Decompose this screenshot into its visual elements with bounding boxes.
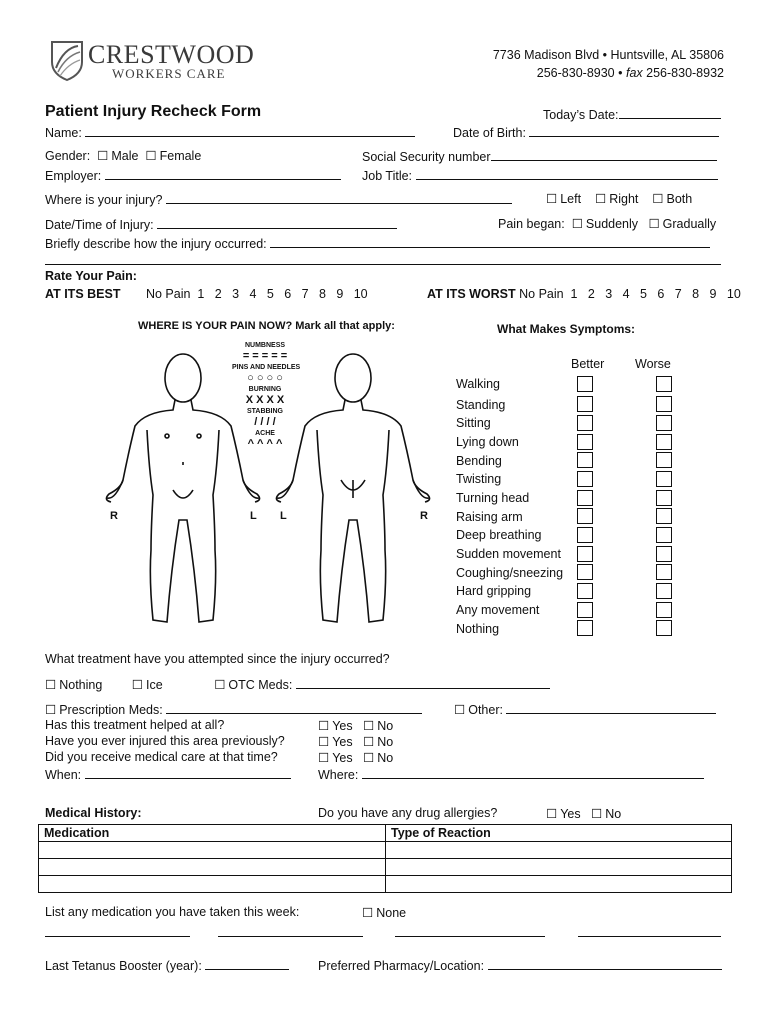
legend-numbness-symbol: = = = = = <box>242 350 288 362</box>
pain-began-row <box>498 216 716 231</box>
reaction-cell[interactable] <box>386 876 732 893</box>
better-checkbox[interactable] <box>577 434 593 450</box>
describe-row <box>45 235 710 251</box>
treatment-options-row <box>45 676 550 692</box>
fax: 256-830-8932 <box>646 66 724 80</box>
symptom-label: Sudden movement <box>456 547 561 561</box>
address-line: 7736 Madison Blvd • Huntsville, AL 35806 <box>492 48 724 62</box>
symptom-label: Lying down <box>456 435 519 449</box>
tetanus-row <box>45 957 289 973</box>
job-title-label: Job Title: <box>362 169 413 183</box>
legend-numbness: NUMBNESS <box>244 342 286 349</box>
ssn-label: Social Security number <box>362 150 491 164</box>
otc-field[interactable] <box>296 676 550 689</box>
legend-pins: PINS AND NEEDLES <box>232 364 301 371</box>
worse-checkbox[interactable] <box>656 396 672 412</box>
where-field[interactable] <box>362 766 704 779</box>
medical-care-no-checkbox[interactable]: ☐ No <box>363 751 393 765</box>
where-row <box>318 766 704 782</box>
reaction-cell[interactable] <box>386 859 732 876</box>
logo-subtitle: WORKERS CARE <box>112 66 226 81</box>
legend-pins-symbol: ○ ○ ○ ○ <box>247 372 283 384</box>
symptom-label: Sitting <box>456 416 491 430</box>
form-title: Patient Injury Recheck Form <box>45 103 262 120</box>
medication-column-header: Medication <box>39 825 386 842</box>
tetanus-field[interactable] <box>205 957 289 970</box>
worse-checkbox[interactable] <box>656 490 672 506</box>
injury-location-field[interactable] <box>166 191 512 204</box>
better-checkbox[interactable] <box>577 471 593 487</box>
injured-before-options <box>318 734 393 749</box>
front-body-icon <box>106 354 259 622</box>
week-medication-field[interactable] <box>218 924 363 937</box>
pain-best-row <box>45 287 368 301</box>
ssn-row <box>362 148 717 164</box>
other-field[interactable] <box>506 701 716 714</box>
medication-table <box>38 824 732 893</box>
symptom-label: Deep breathing <box>456 528 542 542</box>
side-right-checkbox[interactable]: ☐ Right <box>595 192 638 206</box>
dob-row <box>453 124 719 140</box>
worse-checkbox[interactable] <box>656 583 672 599</box>
worse-checkbox[interactable] <box>656 471 672 487</box>
better-checkbox[interactable] <box>577 583 593 599</box>
allergies-label: Do you have any drug allergies? <box>318 806 498 820</box>
table-row <box>39 859 732 876</box>
pain-gradually-checkbox[interactable]: ☐ Gradually <box>648 217 716 231</box>
legend-burning: BURNING <box>248 386 282 393</box>
todays-date-field[interactable] <box>619 106 721 119</box>
symptom-label: Standing <box>456 398 506 412</box>
prescription-field[interactable] <box>166 701 422 714</box>
injury-datetime-field[interactable] <box>157 216 397 229</box>
medical-care-label: Did you receive medical care at that time? <box>45 750 278 764</box>
injured-before-no-checkbox[interactable]: ☐ No <box>363 735 393 749</box>
worse-checkbox[interactable] <box>656 434 672 450</box>
todays-date-label: Today’s Date: <box>543 108 619 122</box>
ssn-field[interactable] <box>491 148 717 161</box>
better-checkbox[interactable] <box>577 527 593 543</box>
injury-datetime-label: Date/Time of Injury: <box>45 218 154 232</box>
dob-label: Date of Birth: <box>453 126 526 140</box>
pharmacy-row <box>318 957 722 973</box>
better-checkbox[interactable] <box>577 376 593 392</box>
worse-checkbox[interactable] <box>656 546 672 562</box>
front-left-label: L <box>250 510 257 522</box>
back-left-label: L <box>280 510 287 522</box>
pain-best-scale[interactable]: No Pain 1 2 3 4 5 6 7 8 9 10 <box>145 287 368 301</box>
better-checkbox[interactable] <box>577 564 593 580</box>
symptom-label: Hard gripping <box>456 584 532 598</box>
injury-location-label: Where is your injury? <box>45 193 163 207</box>
rate-pain-heading: Rate Your Pain: <box>45 269 137 283</box>
pain-worst-scale[interactable]: No Pain 1 2 3 4 5 6 7 8 9 10 <box>519 287 741 301</box>
injury-datetime-row <box>45 216 397 232</box>
treatment-prescription-checkbox[interactable]: ☐ Prescription Meds: <box>45 703 163 717</box>
treatment-question: What treatment have you attempted since the injury occurred? <box>45 652 390 666</box>
worse-checkbox[interactable] <box>656 452 672 468</box>
symptom-label: Turning head <box>456 491 530 505</box>
prescription-row <box>45 701 422 717</box>
describe-field[interactable] <box>270 235 710 248</box>
better-checkbox[interactable] <box>577 415 593 431</box>
week-medication-label: List any medication you have taken this week: <box>45 905 300 919</box>
medication-cell[interactable] <box>39 859 386 876</box>
describe-label: Briefly describe how the injury occurred: <box>45 237 267 251</box>
worse-column-header: Worse <box>635 357 671 371</box>
worse-checkbox[interactable] <box>656 508 672 524</box>
medical-care-options <box>318 750 393 765</box>
worse-checkbox[interactable] <box>656 564 672 580</box>
allergies-yes-checkbox[interactable]: ☐ Yes <box>546 807 581 821</box>
side-row <box>546 191 692 206</box>
helped-no-checkbox[interactable]: ☐ No <box>363 719 393 733</box>
helped-options <box>318 718 393 733</box>
back-body-icon <box>276 354 429 622</box>
symptom-label: Nothing <box>456 622 500 636</box>
better-checkbox[interactable] <box>577 452 593 468</box>
gender-row <box>45 148 201 163</box>
body-diagram[interactable] <box>95 330 440 630</box>
worse-checkbox[interactable] <box>656 376 672 392</box>
medical-care-yes-checkbox[interactable]: ☐ Yes <box>318 751 353 765</box>
treatment-other-checkbox[interactable]: ☐ Other: <box>454 703 503 717</box>
legend-stabbing: STABBING <box>246 408 284 415</box>
medication-cell[interactable] <box>39 876 386 893</box>
name-label: Name: <box>45 126 82 140</box>
pain-best-label: AT ITS BEST <box>45 287 121 301</box>
front-right-label: R <box>110 510 118 522</box>
gender-label: Gender: <box>45 149 91 163</box>
treatment-ice-checkbox[interactable]: ☐ Ice <box>132 678 163 692</box>
better-column-header: Better <box>571 357 605 371</box>
allergies-no-checkbox[interactable]: ☐ No <box>591 807 621 821</box>
worse-checkbox[interactable] <box>656 527 672 543</box>
legend-ache-symbol: ^ ^ ^ ^ <box>247 438 283 450</box>
pain-began-label: Pain began: <box>498 217 565 231</box>
fax-label: fax <box>625 66 643 80</box>
reaction-column-header: Type of Reaction <box>386 825 732 842</box>
week-medication-field[interactable] <box>45 924 190 937</box>
phone-fax-line <box>537 66 724 80</box>
better-checkbox[interactable] <box>577 396 593 412</box>
legend-burning-symbol: X X X X <box>245 394 285 406</box>
pain-worst-row <box>427 287 741 301</box>
when-field[interactable] <box>85 766 291 779</box>
name-field[interactable] <box>85 124 415 137</box>
job-title-row <box>362 167 718 183</box>
other-row <box>454 701 716 717</box>
symptom-label: Any movement <box>456 603 540 617</box>
treatment-nothing-checkbox[interactable]: ☐ Nothing <box>45 678 102 692</box>
allergies-options <box>546 806 621 821</box>
week-medication-field[interactable] <box>395 924 545 937</box>
name-row <box>45 124 415 140</box>
describe-field-line-2[interactable] <box>45 252 721 265</box>
dob-field[interactable] <box>529 124 719 137</box>
symptom-label: Coughing/sneezing <box>456 566 564 580</box>
job-title-field[interactable] <box>416 167 718 180</box>
employer-row <box>45 167 341 183</box>
symptom-label: Twisting <box>456 472 502 486</box>
table-header-row <box>39 825 732 842</box>
better-checkbox[interactable] <box>577 490 593 506</box>
logo-name: CRESTWOOD <box>88 40 255 69</box>
side-both-checkbox[interactable]: ☐ Both <box>652 192 692 206</box>
back-right-label: R <box>420 510 428 522</box>
phone: 256-830-8930 • <box>536 66 623 80</box>
week-medication-none-checkbox[interactable]: ☐ None <box>362 905 406 920</box>
todays-date <box>543 106 721 122</box>
injured-before-label: Have you ever injured this area previously? <box>45 734 285 748</box>
table-row <box>39 876 732 893</box>
pharmacy-field[interactable] <box>488 957 722 970</box>
where-label: Where: <box>318 768 359 782</box>
symptom-label: Walking <box>456 377 500 391</box>
legend-ache: ACHE <box>255 430 275 437</box>
symptom-label: Raising arm <box>456 510 523 524</box>
better-checkbox[interactable] <box>577 546 593 562</box>
when-label: When: <box>45 768 82 782</box>
pain-worst-label: AT ITS WORST <box>427 287 516 301</box>
tetanus-label: Last Tetanus Booster (year): <box>45 959 202 973</box>
helped-label: Has this treatment helped at all? <box>45 718 225 732</box>
table-row <box>39 842 732 859</box>
gender-female-checkbox[interactable]: ☐ Female <box>145 149 201 163</box>
treatment-otc-checkbox[interactable]: ☐ OTC Meds: <box>214 678 292 692</box>
side-left-checkbox[interactable]: ☐ Left <box>546 192 581 206</box>
better-checkbox[interactable] <box>577 602 593 618</box>
logo-emblem-icon <box>48 38 86 82</box>
helped-yes-checkbox[interactable]: ☐ Yes <box>318 719 353 733</box>
reaction-cell[interactable] <box>386 842 732 859</box>
symptom-label: Bending <box>456 454 502 468</box>
gender-male-checkbox[interactable]: ☐ Male <box>97 149 138 163</box>
injured-before-yes-checkbox[interactable]: ☐ Yes <box>318 735 353 749</box>
legend-stabbing-symbol: / / / / <box>254 416 276 428</box>
better-checkbox[interactable] <box>577 508 593 524</box>
pain-diagram-heading: WHERE IS YOUR PAIN NOW? Mark all that apply: <box>138 320 395 332</box>
employer-field[interactable] <box>105 167 341 180</box>
injury-location-row <box>45 191 512 207</box>
medical-history-heading: Medical History: <box>45 806 142 820</box>
worse-checkbox[interactable] <box>656 602 672 618</box>
week-medication-field[interactable] <box>578 924 721 937</box>
pharmacy-label: Preferred Pharmacy/Location: <box>318 959 485 973</box>
medication-cell[interactable] <box>39 842 386 859</box>
worse-checkbox[interactable] <box>656 620 672 636</box>
employer-label: Employer: <box>45 169 102 183</box>
worse-checkbox[interactable] <box>656 415 672 431</box>
better-checkbox[interactable] <box>577 620 593 636</box>
when-row <box>45 766 291 782</box>
symptoms-heading: What Makes Symptoms: <box>497 322 636 336</box>
pain-suddenly-checkbox[interactable]: ☐ Suddenly <box>572 217 638 231</box>
